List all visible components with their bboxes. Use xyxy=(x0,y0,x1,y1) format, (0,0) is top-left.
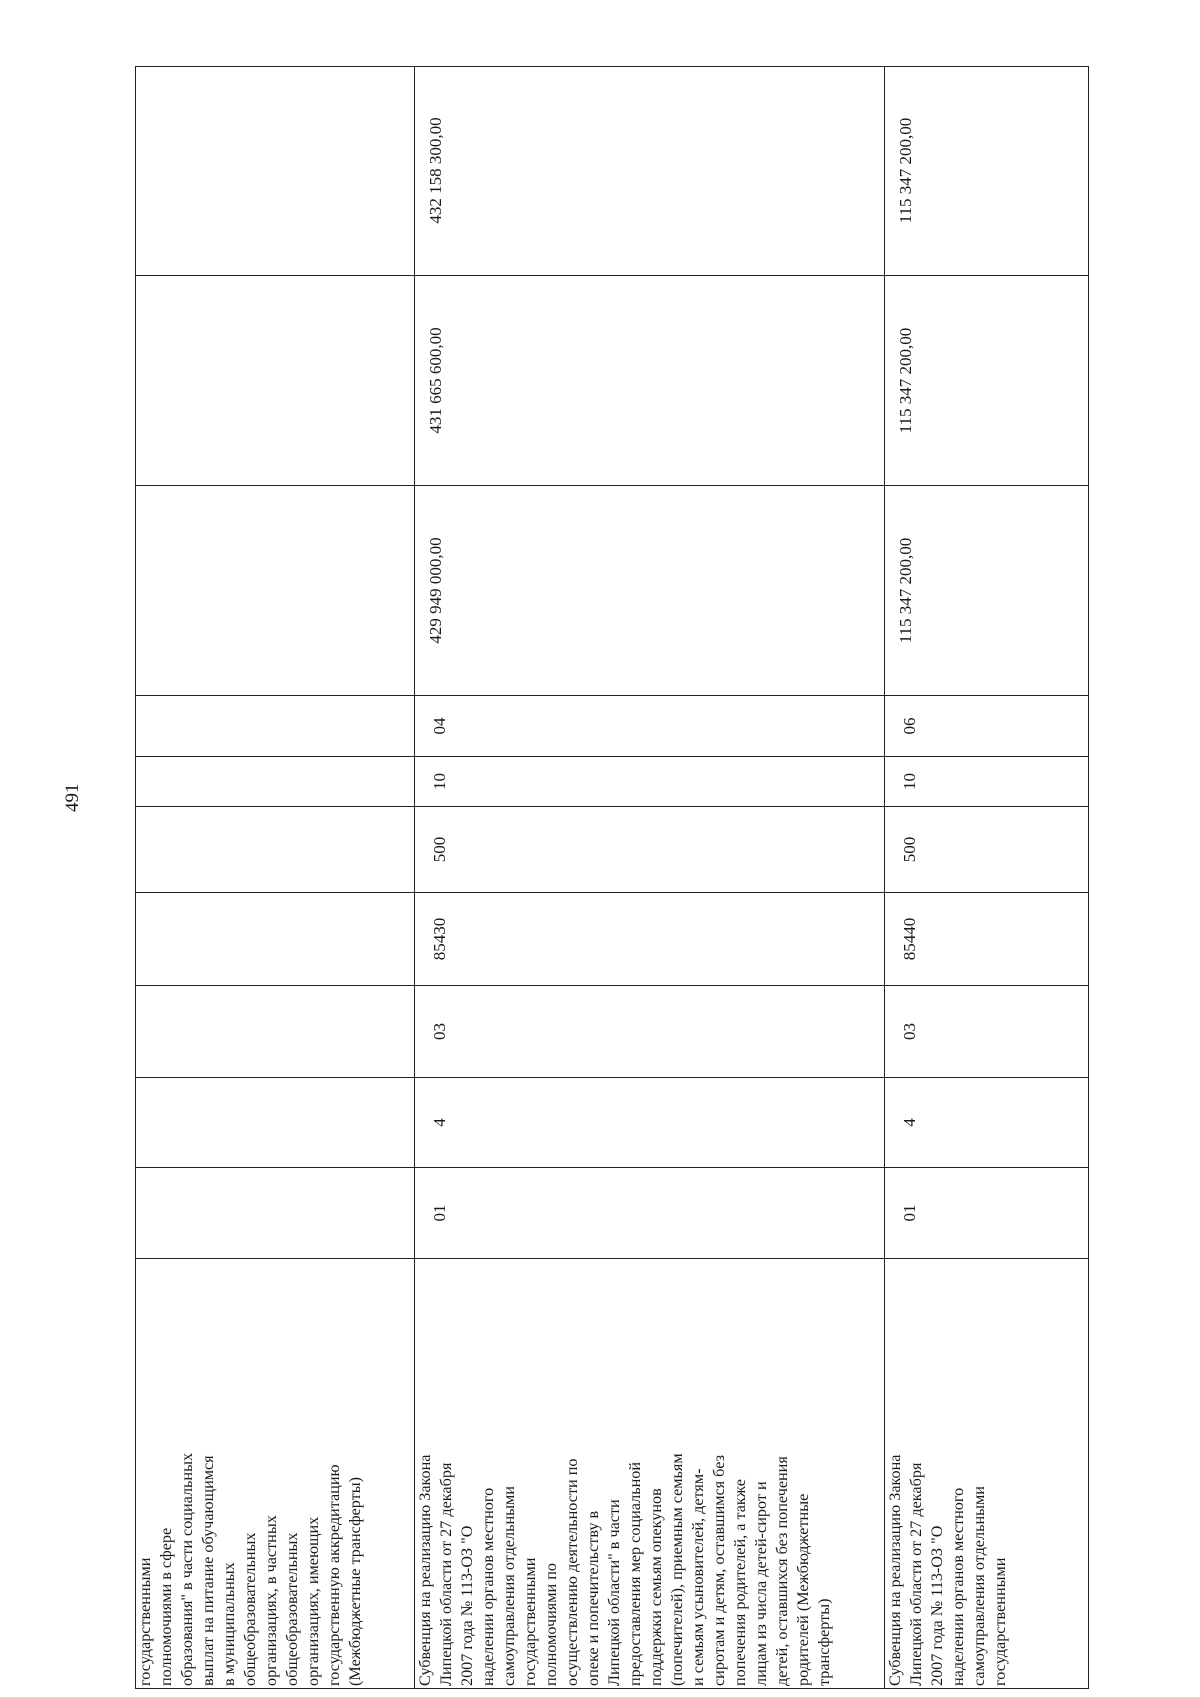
table-row xyxy=(415,66,885,1689)
amount-cell xyxy=(135,66,414,276)
table-row xyxy=(135,66,415,1689)
code-cell: 10 xyxy=(885,757,1089,807)
code-cell: 01 xyxy=(415,1168,884,1259)
row-description: Субвенция на реализацию Закона Липецкой области от 27 декабря 2007 года № 113-ОЗ "О наделении органов местного самоуправления отдельными государственными полномочиями по осуществлению деятельности по опеке и попечительству в Липецкой области" в части предоставления мер социальной поддержки семьям опекунов (попечителей), приемным семьям и семьям усыновителей, детям- сиротам и детям, оставшимся без попечения родителей, а также лицам из числа детей-сирот и детей, оставшихся без попечения родителей (Межбюджетные трансферты) xyxy=(416,1453,833,1686)
budget-table xyxy=(135,59,1095,1697)
code-cell xyxy=(135,1168,414,1259)
amount-cell: 429 949 000,00 xyxy=(415,486,884,696)
row-description: Субвенция на реализацию Закона Липецкой области от 27 декабря 2007 года № 113-ОЗ "О наделении органов местного самоуправления отдельными государственными xyxy=(886,1454,1009,1686)
code-cell: 85440 xyxy=(885,893,1089,986)
code-cell: 500 xyxy=(885,807,1089,893)
code-cell: 4 xyxy=(885,1078,1089,1168)
code-cell: 06 xyxy=(885,696,1089,757)
amount-cell: 432 158 300,00 xyxy=(415,66,884,276)
amount-cell xyxy=(135,276,414,486)
page-number: 491 xyxy=(62,783,83,812)
code-cell: 500 xyxy=(415,807,884,893)
code-cell xyxy=(135,757,414,807)
amount-cell: 115 347 200,00 xyxy=(885,276,1089,486)
code-cell xyxy=(135,696,414,757)
code-cell xyxy=(135,986,414,1078)
code-cell: 03 xyxy=(885,986,1089,1078)
table-row xyxy=(885,66,1089,1689)
amount-cell: 115 347 200,00 xyxy=(885,66,1089,276)
code-cell: 03 xyxy=(415,986,884,1078)
amount-cell: 115 347 200,00 xyxy=(885,486,1089,696)
row-description: государственными полномочиями в сфере образования" в части социальных выплат на питание обучающимся в муниципальных общеобразовательных организациях, в частных общеобразовательных организациях, имеющих государственную аккредитацию (Межбюджетные трансферты) xyxy=(136,1452,364,1686)
code-cell xyxy=(135,893,414,986)
code-cell xyxy=(135,1078,414,1168)
amount-cell xyxy=(135,486,414,696)
amount-cell: 431 665 600,00 xyxy=(415,276,884,486)
code-cell: 01 xyxy=(885,1168,1089,1259)
code-cell: 4 xyxy=(415,1078,884,1168)
code-cell: 04 xyxy=(415,696,884,757)
code-cell: 10 xyxy=(415,757,884,807)
code-cell: 85430 xyxy=(415,893,884,986)
code-cell xyxy=(135,807,414,893)
